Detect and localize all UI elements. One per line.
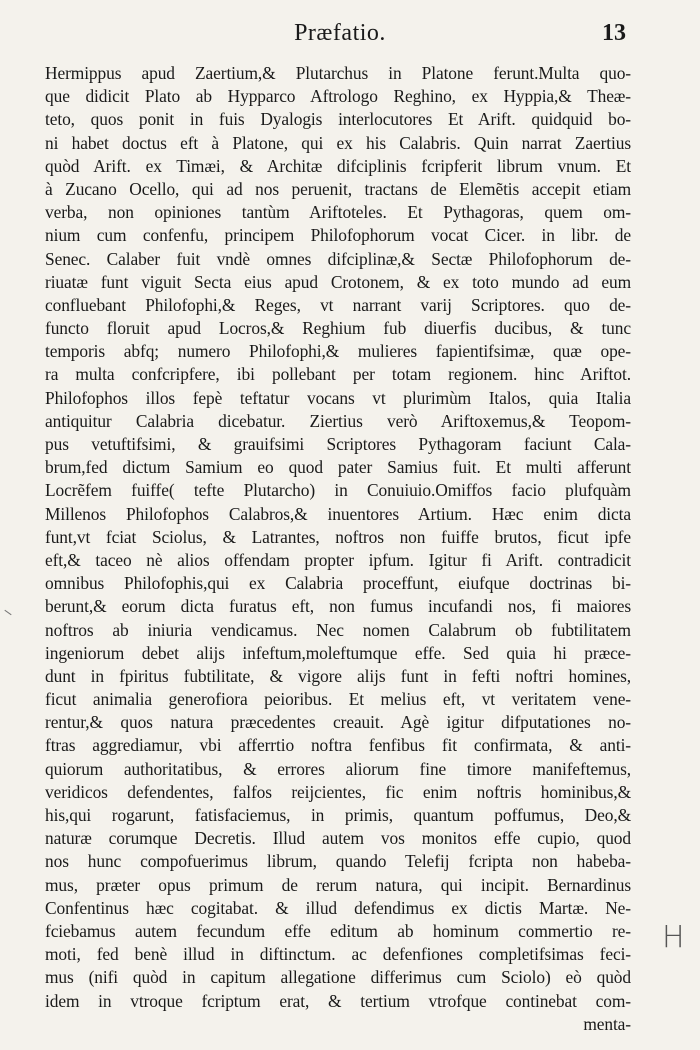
text-line: omnibus Philofophis,qui ex Calabria proceffunt, eiufque doctrinas bi- xyxy=(45,573,631,594)
text-line: idem in vtroque fcriptum erat, & tertium vtrofque continebat com- xyxy=(45,990,631,1011)
text-line: Millenos Philofophos Calabros,& inuentores Artium. Hæc enim dicta xyxy=(45,503,631,524)
text-line: ingeniorum debet alijs infeftum,moleftumque effe. Sed quia hi præce- xyxy=(45,642,631,663)
text-line: que didicit Plato ab Hypparco Aftrologo Reghino, ex Hyppia,& Theæ- xyxy=(45,86,631,107)
text-line: dunt in fpiritus fubtilitate, & vigore alijs funt in fefti noftri homines, xyxy=(45,665,631,686)
text-line: Locrẽfem fuiffe( tefte Plutarcho) in Conuiuio.Omiffos facio plufquàm xyxy=(45,480,631,501)
text-line: nos hunc compofuerimus librum, quando Telefij fcripta non habeba- xyxy=(45,851,631,872)
text-line: mus (nifi quòd in capitum allegatione differimus cum Sciolo) eò quòd xyxy=(45,967,631,988)
text-line: ficut animalia generofiora peioribus. Et melius eft, vt veritatem vene- xyxy=(45,689,631,710)
text-line: fciebamus autem fecundum effe editum ab hominum commertio re- xyxy=(45,920,631,941)
text-line: veridicos defendentes, falfos reijcientes, fic enim noftris hominibus,& xyxy=(45,781,631,802)
text-line: berunt,& eorum dicta furatus eft, non fumus incufandi nos, fi maiores xyxy=(45,596,631,617)
text-line: brum,fed dictum Samium eo quod pater Samius fuit. Et multi afferunt xyxy=(45,457,631,478)
text-line: quòd Arift. ex Timæi, & Architæ difciplinis fcripferit librum vnum. Et xyxy=(45,155,631,176)
text-line: ni habet doctus eft à Platone, qui ex his Calabris. Quin narrat Zaertius xyxy=(45,132,631,153)
page-number: 13 xyxy=(602,20,626,46)
page-header xyxy=(60,18,626,52)
text-line: nium cum confenfu, principem Philofophorum vocat Cicer. in libr. de xyxy=(45,225,631,246)
text-line: moti, fed benè illud in diftinctum. ac defenfiones completifsimas feci- xyxy=(45,944,631,965)
text-line: Hermippus apud Zaertium,& Plutarchus in Platone ferunt.Multa quo- xyxy=(45,63,631,83)
body-text xyxy=(45,62,631,1036)
text-line: pus vetuftifsimi, & grauifsimi Scriptores Pythagoram faciunt Cala- xyxy=(45,434,631,454)
text-line: Confentinus hæc cogitabat. & illud defendimus ex dictis Martæ. Ne- xyxy=(45,897,631,918)
text-line: functo floruit apud Locros,& Reghium fub diuerfis ducibus, & tunc xyxy=(45,318,631,339)
text-line: confluebant Philofophi,& Reges, vt narrant varij Scriptores. quo de- xyxy=(45,294,631,315)
text-line: antiquitur Calabria dicebatur. Ziertius verò Ariftoxemus,& Teopom- xyxy=(45,410,631,431)
text-line: quiorum authoritatibus, & errores aliorum fine timore manifeftemus, xyxy=(45,758,631,779)
text-line: noftros ab iniuria vendicamus. Nec nomen Calabrum ob fubtilitatem xyxy=(45,619,631,640)
text-line: rentur,& quos natura præcedentes creauit. Agè igitur difputationes no- xyxy=(45,712,631,733)
text-line: ra multa confcripfere, ibi pollebant per totam regionem. hinc Ariftot. xyxy=(45,364,631,385)
margin-annotation-mark: H xyxy=(662,920,685,955)
edge-mark xyxy=(4,610,11,615)
text-line: riuatæ funt viguit Secta eius apud Crotonem, & ex toto mundo ad eum xyxy=(45,271,631,292)
text-line: Senec. Calaber fuit vndè omnes difciplinæ,& Sectæ Philofophorum de- xyxy=(45,248,631,269)
text-line: ftras aggrediamur, vbi afferrtio noftra fenfibus fit confirmata, & anti- xyxy=(45,735,631,756)
text-line: eft,& taceo nè alios offendam propter ipfum. Igitur fi Arift. contradicit xyxy=(45,549,631,570)
running-title: Præfatio. xyxy=(294,20,386,46)
text-line: teto, quos ponit in fuis Dyalogis interlocutores Et Arift. quidquid bo- xyxy=(45,109,631,130)
text-line: funt,vt fciat Sciolus, & Latrantes, noftros non fuiffe brutos, ficut ipfe xyxy=(45,526,631,547)
text-line: menta- xyxy=(583,1013,631,1034)
text-line: Philofophos illos fepè teftatur vocans vt plurimùm Italos, quia Italia xyxy=(45,387,631,408)
text-line: verba, non opiniones tantùm Ariftoteles. Et Pythagoras, quem om- xyxy=(45,202,631,223)
text-line: naturæ corumque Decretis. Illud autem vos monitos effe cupio, quod xyxy=(45,828,631,849)
text-line: à Zucano Ocello, qui ad nos peruenit, tractans de Elemẽtis accepit etiam xyxy=(45,178,631,199)
text-line: his,qui rogarunt, fatisfaciemus, in primis, quantum poffumus, Deo,& xyxy=(45,805,631,825)
text-line: temporis abfq; numero Philofophi,& mulieres fapientifsimæ, quæ ope- xyxy=(45,341,631,362)
text-line: mus, præter opus primum de rerum natura, qui incipit. Bernardinus xyxy=(45,874,631,895)
